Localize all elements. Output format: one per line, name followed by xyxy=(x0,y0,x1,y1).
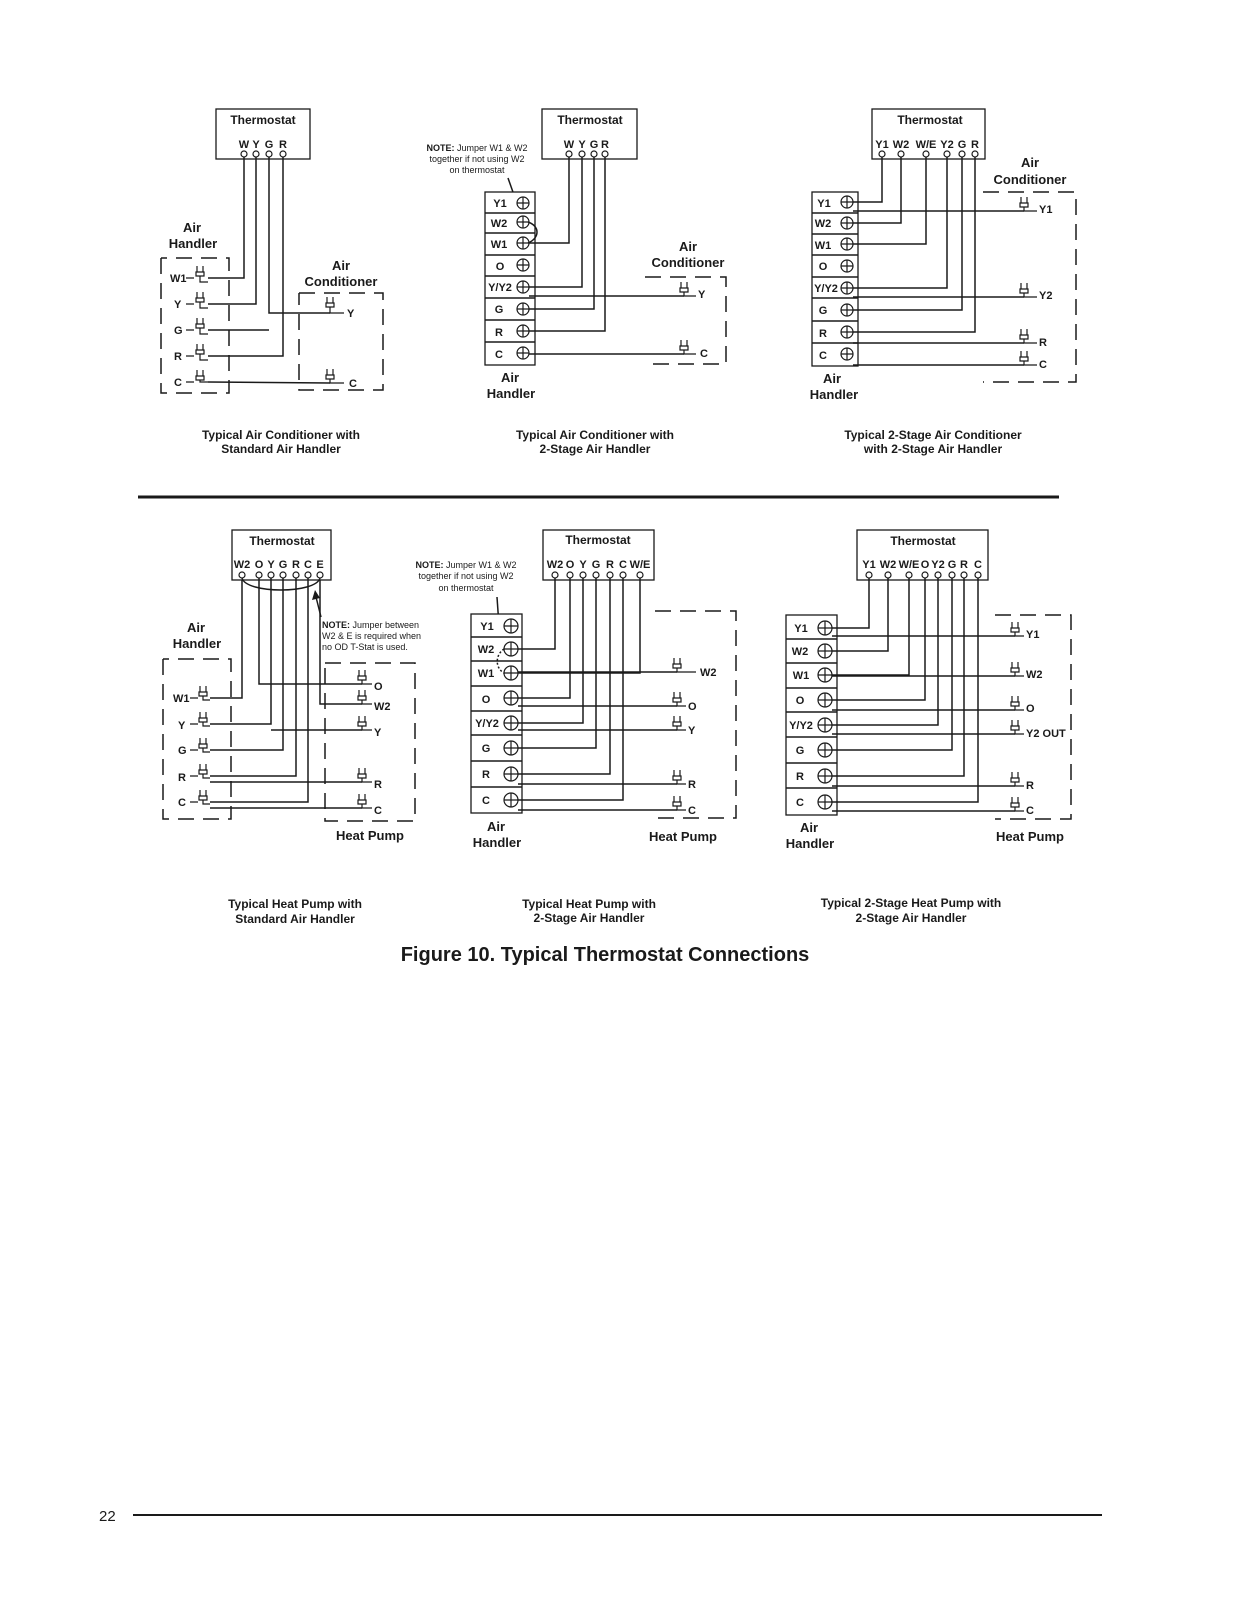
page-number: 22 xyxy=(99,1508,116,1525)
air-handler-terminal: Y/Y2 xyxy=(488,282,512,294)
thermostat-terminal: E xyxy=(316,559,324,571)
panel-2stage-ac-2stage-air-handler xyxy=(810,109,1076,456)
outdoor-terminal: R xyxy=(688,779,696,791)
jumper-note: NOTE: Jumper W1 & W2 xyxy=(426,143,528,153)
outdoor-terminal: Y1 xyxy=(1026,629,1040,641)
air-handler-label: Handler xyxy=(785,836,835,851)
air-handler-label: Air xyxy=(799,820,819,835)
thermostat-terminal: O xyxy=(254,559,264,571)
air-handler-terminal: Y/Y2 xyxy=(814,283,838,295)
thermostat-terminal: G xyxy=(264,139,274,151)
panel-caption: 2-Stage Air Handler xyxy=(855,911,967,925)
thermostat-terminal: C xyxy=(304,559,312,571)
jumper-note: no OD T-Stat is used. xyxy=(322,642,408,652)
air-handler-terminal: C xyxy=(482,795,490,807)
air-handler-terminal: R xyxy=(482,769,490,781)
jumper-note: on thermostat xyxy=(438,583,494,593)
thermostat-terminal: G xyxy=(278,559,288,571)
air-handler-terminal: W1 xyxy=(170,273,187,285)
air-handler-terminal: Y1 xyxy=(817,198,831,210)
outdoor-terminal: Y1 xyxy=(1039,204,1053,216)
outdoor-terminal: W2 xyxy=(374,701,391,713)
thermostat-terminal: Y xyxy=(252,139,260,151)
outdoor-terminal: Y2 xyxy=(1039,290,1053,302)
thermostat-terminal: Y2 xyxy=(940,139,954,151)
air-handler-terminal: O xyxy=(495,261,505,273)
air-handler-label: Air xyxy=(186,620,206,635)
outdoor-terminal: Y xyxy=(688,725,696,737)
outdoor-label: Conditioner xyxy=(651,255,725,270)
thermostat-label: Thermostat xyxy=(557,113,623,127)
jumper-note: NOTE: Jumper W1 & W2 xyxy=(415,560,517,570)
thermostat-terminal: R xyxy=(279,139,287,151)
outdoor-label: Heat Pump xyxy=(336,828,404,843)
panel-caption: with 2-Stage Air Handler xyxy=(863,442,1003,456)
panel-2stage-hp-2stage-air-handler xyxy=(786,530,1071,925)
jumper-note: on thermostat xyxy=(449,165,505,175)
air-handler-terminal: G xyxy=(178,745,187,757)
outdoor-terminal: Y xyxy=(698,289,706,301)
air-handler-terminal: O xyxy=(481,694,491,706)
thermostat-label: Thermostat xyxy=(565,533,631,547)
thermostat-terminal: W2 xyxy=(233,559,251,571)
outdoor-label: Heat Pump xyxy=(996,829,1064,844)
outdoor-terminal: C xyxy=(700,348,708,360)
outdoor-terminal: R xyxy=(374,779,382,791)
air-handler-terminal: G xyxy=(174,325,183,337)
thermostat-terminal: W/E xyxy=(629,559,651,571)
outdoor-terminal: C xyxy=(374,805,382,817)
air-handler-terminal: Y1 xyxy=(480,621,494,633)
air-handler-terminal: W1 xyxy=(814,240,832,252)
panel-caption: 2-Stage Air Handler xyxy=(533,911,645,925)
air-handler-terminal: C xyxy=(174,377,182,389)
panel-caption: Typical Heat Pump with xyxy=(228,897,362,911)
air-handler-label: Air xyxy=(822,371,842,386)
panel-caption: Typical Air Conditioner with xyxy=(515,428,675,442)
air-handler-terminal: Y xyxy=(174,299,182,311)
air-handler-label: Air xyxy=(500,370,520,385)
air-handler-terminal: Y/Y2 xyxy=(789,720,813,732)
air-handler-terminal: G xyxy=(795,745,805,757)
outdoor-terminal: O xyxy=(688,701,697,713)
air-handler-terminal: R xyxy=(495,327,503,339)
air-handler-terminal: R xyxy=(819,328,827,340)
thermostat-terminal: W2 xyxy=(892,139,910,151)
panel-caption: Typical Heat Pump with xyxy=(522,897,656,911)
air-handler-terminal: W2 xyxy=(791,646,809,658)
thermostat-terminal: C xyxy=(619,559,627,571)
thermostat-terminal: W xyxy=(563,139,575,151)
thermostat-terminal: W/E xyxy=(915,139,937,151)
jumper-note: W2 & E is required when xyxy=(322,631,422,641)
thermostat-terminal: R xyxy=(292,559,300,571)
air-handler-terminal: Y1 xyxy=(794,623,808,635)
outdoor-terminal: C xyxy=(688,805,696,817)
thermostat-terminal: Y xyxy=(267,559,275,571)
panel-caption: Typical 2-Stage Air Conditioner xyxy=(844,428,1022,442)
jumper-note: together if not using W2 xyxy=(418,571,514,581)
thermostat-terminal: Y xyxy=(578,139,586,151)
air-handler-terminal: G xyxy=(481,743,491,755)
thermostat-terminal: Y1 xyxy=(875,139,889,151)
air-handler-terminal: W1 xyxy=(477,668,495,680)
outdoor-terminal: R xyxy=(1039,337,1047,349)
air-handler-terminal: W2 xyxy=(490,218,508,230)
thermostat-terminal: G xyxy=(957,139,967,151)
air-handler-terminal: O xyxy=(818,261,828,273)
air-handler-terminal: W2 xyxy=(477,644,495,656)
air-handler-terminal: W1 xyxy=(792,670,810,682)
panel-caption: Standard Air Handler xyxy=(235,912,355,926)
thermostat-terminal: G xyxy=(589,139,599,151)
air-handler-terminal: Y xyxy=(178,720,186,732)
outdoor-terminal: O xyxy=(374,681,383,693)
thermostat-terminal: Y2 xyxy=(931,559,945,571)
thermostat-terminal: G xyxy=(591,559,601,571)
air-handler-terminal: W1 xyxy=(173,693,190,705)
jumper-note: together if not using W2 xyxy=(429,154,525,164)
outdoor-terminal: O xyxy=(1026,703,1035,715)
outdoor-terminal: C xyxy=(349,378,357,390)
panel-caption: Typical Air Conditioner with xyxy=(201,428,361,442)
outdoor-label: Conditioner xyxy=(304,274,378,289)
outdoor-terminal: Y xyxy=(374,727,382,739)
air-handler-terminal: C xyxy=(495,349,503,361)
thermostat-label: Thermostat xyxy=(230,113,296,127)
air-handler-label: Handler xyxy=(172,636,222,651)
air-handler-terminal: R xyxy=(796,771,804,783)
outdoor-label: Heat Pump xyxy=(649,829,717,844)
panel-caption: 2-Stage Air Handler xyxy=(539,442,651,456)
thermostat-terminal: Y xyxy=(579,559,587,571)
thermostat-terminal: R xyxy=(606,559,614,571)
thermostat-terminal: W2 xyxy=(546,559,564,571)
jumper-note: NOTE: Jumper between xyxy=(322,620,420,630)
air-handler-label: Air xyxy=(486,819,506,834)
panel-ac-2stage-air-handler xyxy=(426,109,726,456)
thermostat-label: Thermostat xyxy=(249,534,315,548)
thermostat-terminal: O xyxy=(565,559,575,571)
air-handler-terminal: G xyxy=(818,305,828,317)
thermostat-terminal: W2 xyxy=(879,559,897,571)
thermostat-terminal: W xyxy=(238,139,250,151)
thermostat-terminal: R xyxy=(601,139,609,151)
air-handler-label: Handler xyxy=(168,236,218,251)
air-handler-terminal: R xyxy=(174,351,182,363)
outdoor-terminal: Y2 OUT xyxy=(1026,728,1066,740)
air-handler-terminal: C xyxy=(796,797,804,809)
thermostat-terminal: Y1 xyxy=(862,559,876,571)
air-handler-terminal: G xyxy=(494,304,504,316)
air-handler-terminal: R xyxy=(178,772,186,784)
air-handler-label: Handler xyxy=(486,386,536,401)
figure-title: Figure 10. Typical Thermostat Connections xyxy=(400,944,810,966)
panel-caption: Standard Air Handler xyxy=(221,442,341,456)
air-handler-terminal: C xyxy=(178,797,186,809)
panel-caption: Typical 2-Stage Heat Pump with xyxy=(820,896,1002,910)
air-handler-label: Handler xyxy=(472,835,522,850)
outdoor-terminal: W2 xyxy=(700,667,717,679)
outdoor-terminal: Y xyxy=(347,308,355,320)
outdoor-terminal: C xyxy=(1026,805,1034,817)
thermostat-terminal: O xyxy=(920,559,930,571)
air-handler-terminal: Y1 xyxy=(493,198,507,210)
air-handler-terminal: Y/Y2 xyxy=(475,718,499,730)
air-handler-terminal: C xyxy=(819,350,827,362)
air-handler-label: Handler xyxy=(809,387,859,402)
thermostat-terminal: R xyxy=(960,559,968,571)
outdoor-label: Air xyxy=(1020,155,1040,170)
panel-ac-standard-air-handler xyxy=(161,109,383,456)
air-handler-terminal: W2 xyxy=(814,218,832,230)
panel-hp-2stage-air-handler xyxy=(415,530,736,925)
thermostat-label: Thermostat xyxy=(890,534,956,548)
thermostat-terminal: R xyxy=(971,139,979,151)
outdoor-label: Conditioner xyxy=(993,172,1067,187)
thermostat-terminal: G xyxy=(947,559,957,571)
outdoor-terminal: R xyxy=(1026,780,1034,792)
outdoor-label: Air xyxy=(331,258,351,273)
outdoor-terminal: W2 xyxy=(1026,669,1043,681)
air-handler-terminal: W1 xyxy=(490,239,508,251)
outdoor-label: Air xyxy=(678,239,698,254)
air-handler-terminal: O xyxy=(795,695,805,707)
air-handler-label: Air xyxy=(182,220,202,235)
panel-hp-standard-air-handler xyxy=(163,530,421,926)
outdoor-terminal: C xyxy=(1039,359,1047,371)
thermostat-terminal: C xyxy=(974,559,982,571)
thermostat-label: Thermostat xyxy=(897,113,963,127)
thermostat-terminal: W/E xyxy=(898,559,920,571)
